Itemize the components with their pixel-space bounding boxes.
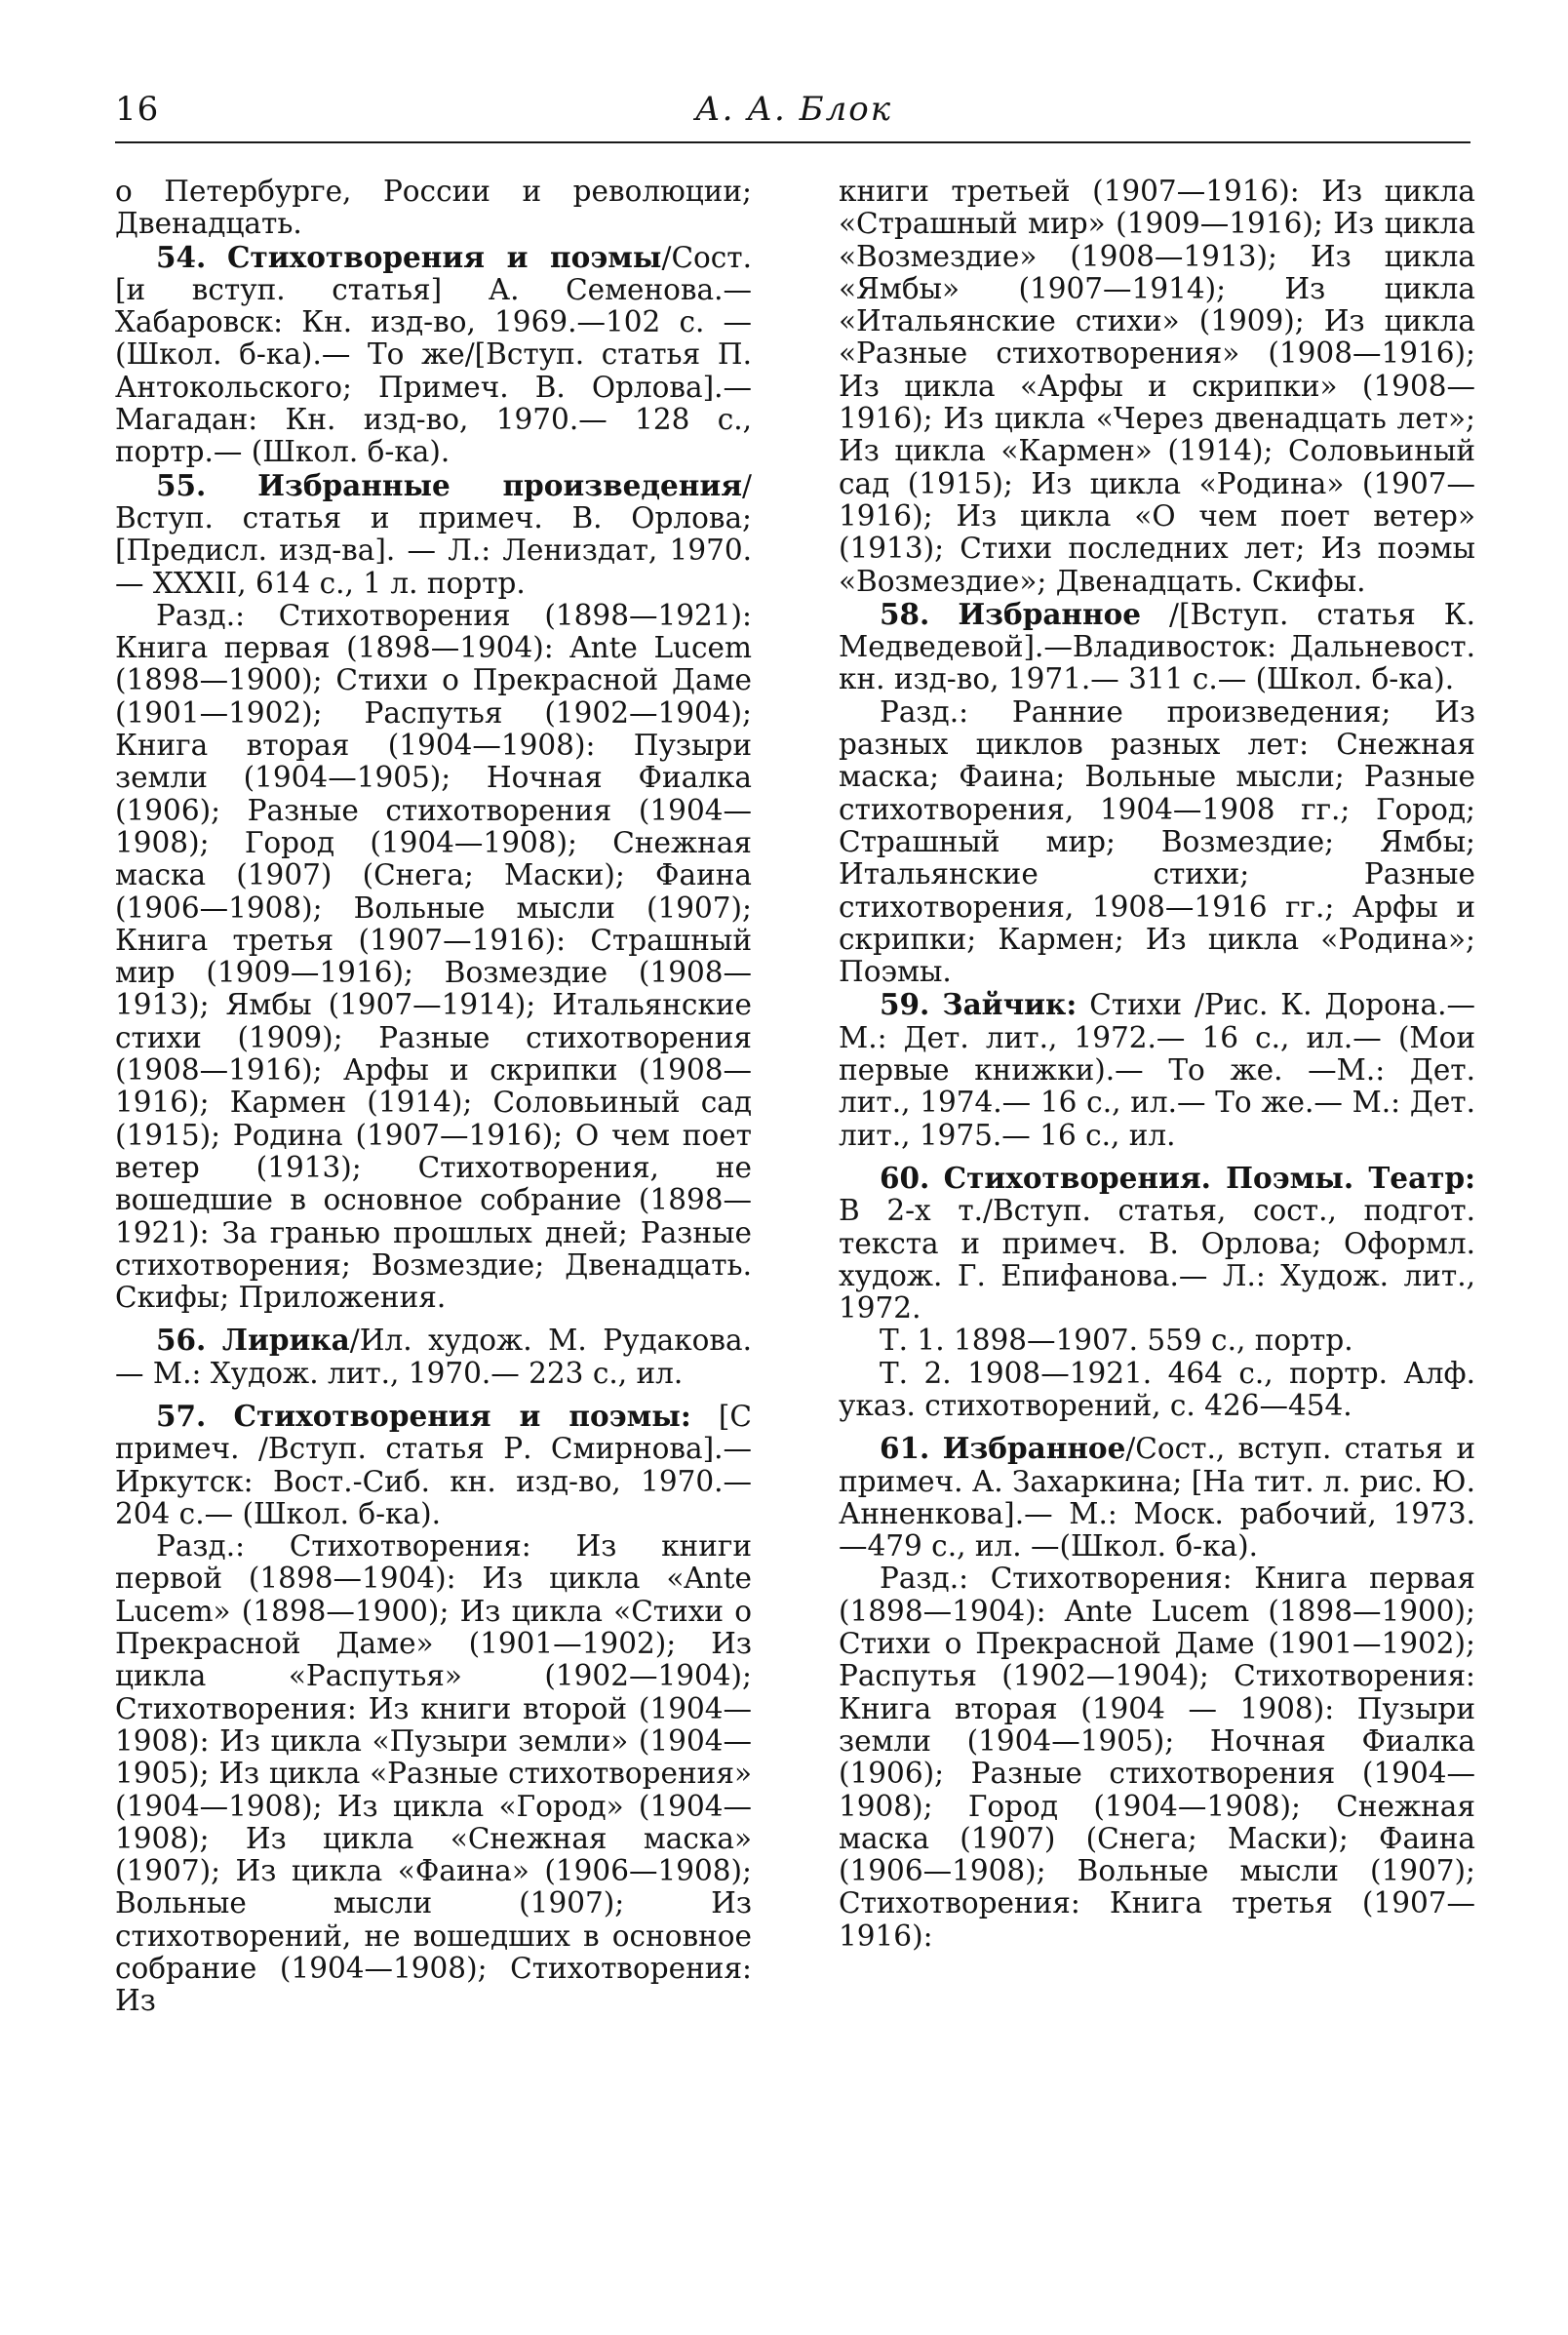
entry-54 [115, 241, 752, 469]
entry-57 [115, 1400, 752, 1530]
entry-58 [839, 598, 1475, 696]
running-title: А. А. Блок [694, 90, 893, 129]
entry-60-volume-1: Т. 1. 1898—1907. 559 с., портр. [880, 1324, 1353, 1358]
entry-title: Стихотворения и поэмы [227, 239, 662, 274]
entry-55 [115, 469, 752, 600]
entry-number: 56. [156, 1323, 207, 1358]
page-number: 16 [115, 90, 160, 129]
entry-details: [С примеч. /Вступ. статья Р. Смирнова].— Иркутск: Вост.-Сиб. кн. изд-во, 1970.— 204 с.— (Школ. б-ка). [115, 1399, 752, 1530]
entry-53-continuation: о Петербурге, России и революции; Двенадцать. [115, 175, 752, 241]
entry-title: Зайчик: [942, 987, 1078, 1022]
entry-57-contents-continuation: книги третьей (1907—1916): Из цикла «Страшный мир» (1909—1916); Из цикла «Возмездие» (1908—1913); Из цикла «Ямбы» (1907—1914); Из цикла «Итальянские стихи» (1909); Из цикла «Разные стихотворения» (1908—1916); Из цикла «Арфы и скрипки» (1908—1916); Из цикла «Через двенадцать лет»; Из цикла «Кармен» (1914); Соловьиный сад (1915); Из цикла «Родина» (1907—1916); Из цикла «О чем поет ветер» (1913); Стихи последних лет; Из поэмы «Возмездие»; Двенадцать. Скифы. [839, 175, 1475, 598]
entry-61 [839, 1432, 1475, 1563]
entry-title: Стихотворения. Поэмы. Театр: [943, 1160, 1475, 1195]
entry-title: Избранное [958, 596, 1142, 631]
entry-56 [115, 1324, 752, 1390]
page-header [115, 86, 1472, 142]
entry-number: 60. [880, 1160, 930, 1195]
entry-title: Избранное [942, 1431, 1126, 1466]
entry-58-contents: Разд.: Ранние произведения; Из разных циклов разных лет: Снежная маска; Фаина; Вольные мысли; Разные стихотворения, 1904—1908 гг.; Город; Страшный мир; Возмездие; Ямбы; Итальянские стихи; Разные стихотворения, 1908—1916 гг.; Арфы и скрипки; Кармен; Из цикла «Родина»; Поэмы. [839, 694, 1475, 989]
entry-55-contents: Разд.: Стихотворения (1898—1921): Книга первая (1898—1904): Ante Lucem (1898—1900); Стихи о Прекрасной Даме (1901—1902); Распутья (1902—1904); Книга вторая (1904—1908): Пузыри земли (1904—1905); Ночная Фиалка (1906); Разные стихотворения (1904—1908); Город (1904—1908); Снежная маска (1907) (Снега; Маски); Фаина (1906—1908); Вольные мысли (1907); Книга третья (1907—1916): Страшный мир (1909—1916); Возмездие (1908—1913); Ямбы (1907—1914); Итальянские стихи (1909); Разные стихотворения (1908—1916); Арфы и скрипки (1908—1916); Кармен (1914); Соловьиный сад (1915); Родина (1907—1916); О чем поет ветер (1913); Стихотворения, не вошедшие в основное собрание (1898—1921): За гранью прошлых дней; Разные стихотворения; Возмездие; Двенадцать. Скифы; Приложения. [115, 598, 752, 1315]
entry-details: /Сост., вступ. статья и примеч. А. Захаркина; [На тит. л. рис. Ю. Анненкова].— М.: Моск. рабочий, 1973. —479 с., ил. —(Школ. б-ка). [839, 1432, 1475, 1563]
entry-59 [839, 988, 1475, 1151]
entry-57-contents: Разд.: Стихотворения: Из книги первой (1898—1904): Из цикла «Ante Lucem» (1898—1900); Из цикла «Стихи о Прекрасной Даме» (1901—1902); Из цикла «Распутья» (1902—1904); Стихотворения: Из книги второй (1904—1908): Из цикла «Пузыри земли» (1904—1905); Из цикла «Разные стихотворения» (1904—1908); Из цикла «Город» (1904—1908); Из цикла «Снежная маска» (1907); Из цикла «Фаина» (1906—1908); Вольные мысли (1907); Из стихотворений, не вошедших в основное собрание (1904—1908); Стихотворения: Из [115, 1529, 752, 2018]
entry-title: Стихотворения и поэмы: [233, 1398, 691, 1433]
entry-details: /Ил. худож. М. Рудакова.— М.: Худож. лит., 1970.— 223 с., ил. [115, 1324, 752, 1390]
entry-number: 58. [880, 596, 930, 631]
entry-number: 57. [156, 1398, 207, 1433]
entry-details: В 2-х т./Вступ. статья, сост., подгот. текста и примеч. В. Орлова; Оформл. худож. Г. Епифанова.— Л.: Худож. лит., 1972. [839, 1194, 1475, 1326]
entry-60 [839, 1162, 1475, 1325]
entry-title: Лирика [221, 1323, 350, 1358]
header-rule [115, 141, 1470, 143]
entry-number: 55. [156, 467, 207, 502]
entry-number: 59. [880, 987, 930, 1022]
entry-details: /[Вступ. статья К. Медведевой].—Владивосток: Дальневост. кн. изд-во, 1971.— 311 с.— (Школ. б-ка). [839, 597, 1475, 696]
entry-61-contents: Разд.: Стихотворения: Книга первая (1898—1904): Ante Lucem (1898—1900); Стихи о Прекрасной Даме (1901—1902); Распутья (1902—1904); Стихотворения: Книга вторая (1904 — 1908): Пузыри земли (1904—1905); Ночная Фиалка (1906); Разные стихотворения (1904—1908); Город (1904—1908); Снежная маска (1907) (Снега; Маски); Фаина (1906—1908); Вольные мысли (1907); Стихотворения: Книга третья (1907—1916): [839, 1562, 1475, 1953]
entry-number: 54. [156, 239, 207, 274]
entry-details: Стихи /Рис. К. Дорона.— М.: Дет. лит., 1972.— 16 с., ил.— (Мои первые книжки).— То же. —М.: Дет. лит., 1974.— 16 с., ил.— То же.— М.: Дет. лит., 1975.— 16 с., ил. [839, 988, 1475, 1152]
entry-details: /Сост. [и вступ. статья] А. Семенова.— Хабаровск: Кн. изд-во, 1969.—102 с. — (Школ. б-ка).— То же/[Вступ. статья П. Антокольского; Примеч. В. Орлова].—Магадан: Кн. изд-во, 1970.— 128 с., портр.— (Школ. б-ка). [115, 240, 752, 469]
right-column [839, 176, 1475, 1953]
left-column [115, 176, 752, 2018]
entry-number: 61. [880, 1431, 930, 1466]
entry-60-volume-2: Т. 2. 1908—1921. 464 с., портр. Алф. указ. стихотворений, с. 426—454. [839, 1356, 1475, 1422]
entry-title: Избранные произведения [257, 467, 743, 502]
entry-details: /Вступ. статья и примеч. В. Орлова; [Предисл. изд-ва]. — Л.: Лениздат, 1970. — XXXII, 614 с., 1 л. портр. [115, 468, 752, 600]
